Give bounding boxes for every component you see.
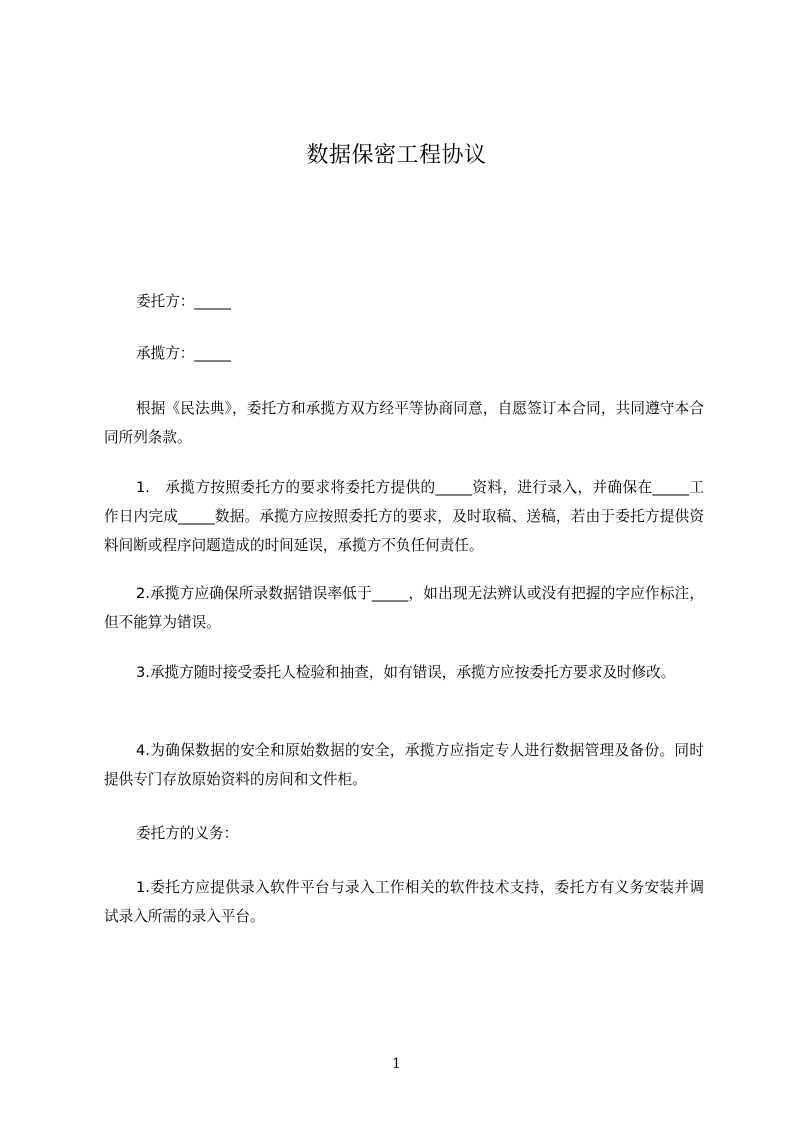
clause-1-paragraph: 1. 承揽方按照委托方的要求将委托方提供的_____资料，进行录入，并确保在_____工作日内完成_____数据。承揽方应按照委托方的要求，及时取稿、送稿，若由于委托方提供资料间断或程序问题造成的时间延误，承揽方不负任何责任。 xyxy=(104,479,704,554)
clause-3-paragraph: 3.承揽方随时接受委托人检验和抽查，如有错误，承揽方应按委托方要求及时修改。 xyxy=(136,664,676,681)
client-party-line: 委托方：_____ xyxy=(136,293,231,310)
document-title: 数据保密工程协议 xyxy=(306,143,487,168)
preamble-paragraph: 根据《民法典》，委托方和承揽方双方经平等协商同意，自愿签订本合同，共同遵守本合同所列条款。 xyxy=(104,400,704,446)
clause-4-paragraph: 4.为确保数据的安全和原始数据的安全，承揽方应指定专人进行数据管理及备份。同时提供专门存放原始资料的房间和文件柜。 xyxy=(104,742,704,788)
page-number: 1 xyxy=(392,1056,401,1072)
clause-2-paragraph: 2.承揽方应确保所录数据错误率低于_____，如出现无法辨认或没有把握的字应作标注，但不能算为错误。 xyxy=(104,585,704,631)
client-obligations-heading: 委托方的义务： xyxy=(136,825,239,842)
contractor-party-line: 承揽方：_____ xyxy=(136,345,231,362)
client-obligation-1-paragraph: 1.委托方应提供录入软件平台与录入工作相关的软件技术支持，委托方有义务安装并调试录入所需的录入平台。 xyxy=(104,879,704,925)
